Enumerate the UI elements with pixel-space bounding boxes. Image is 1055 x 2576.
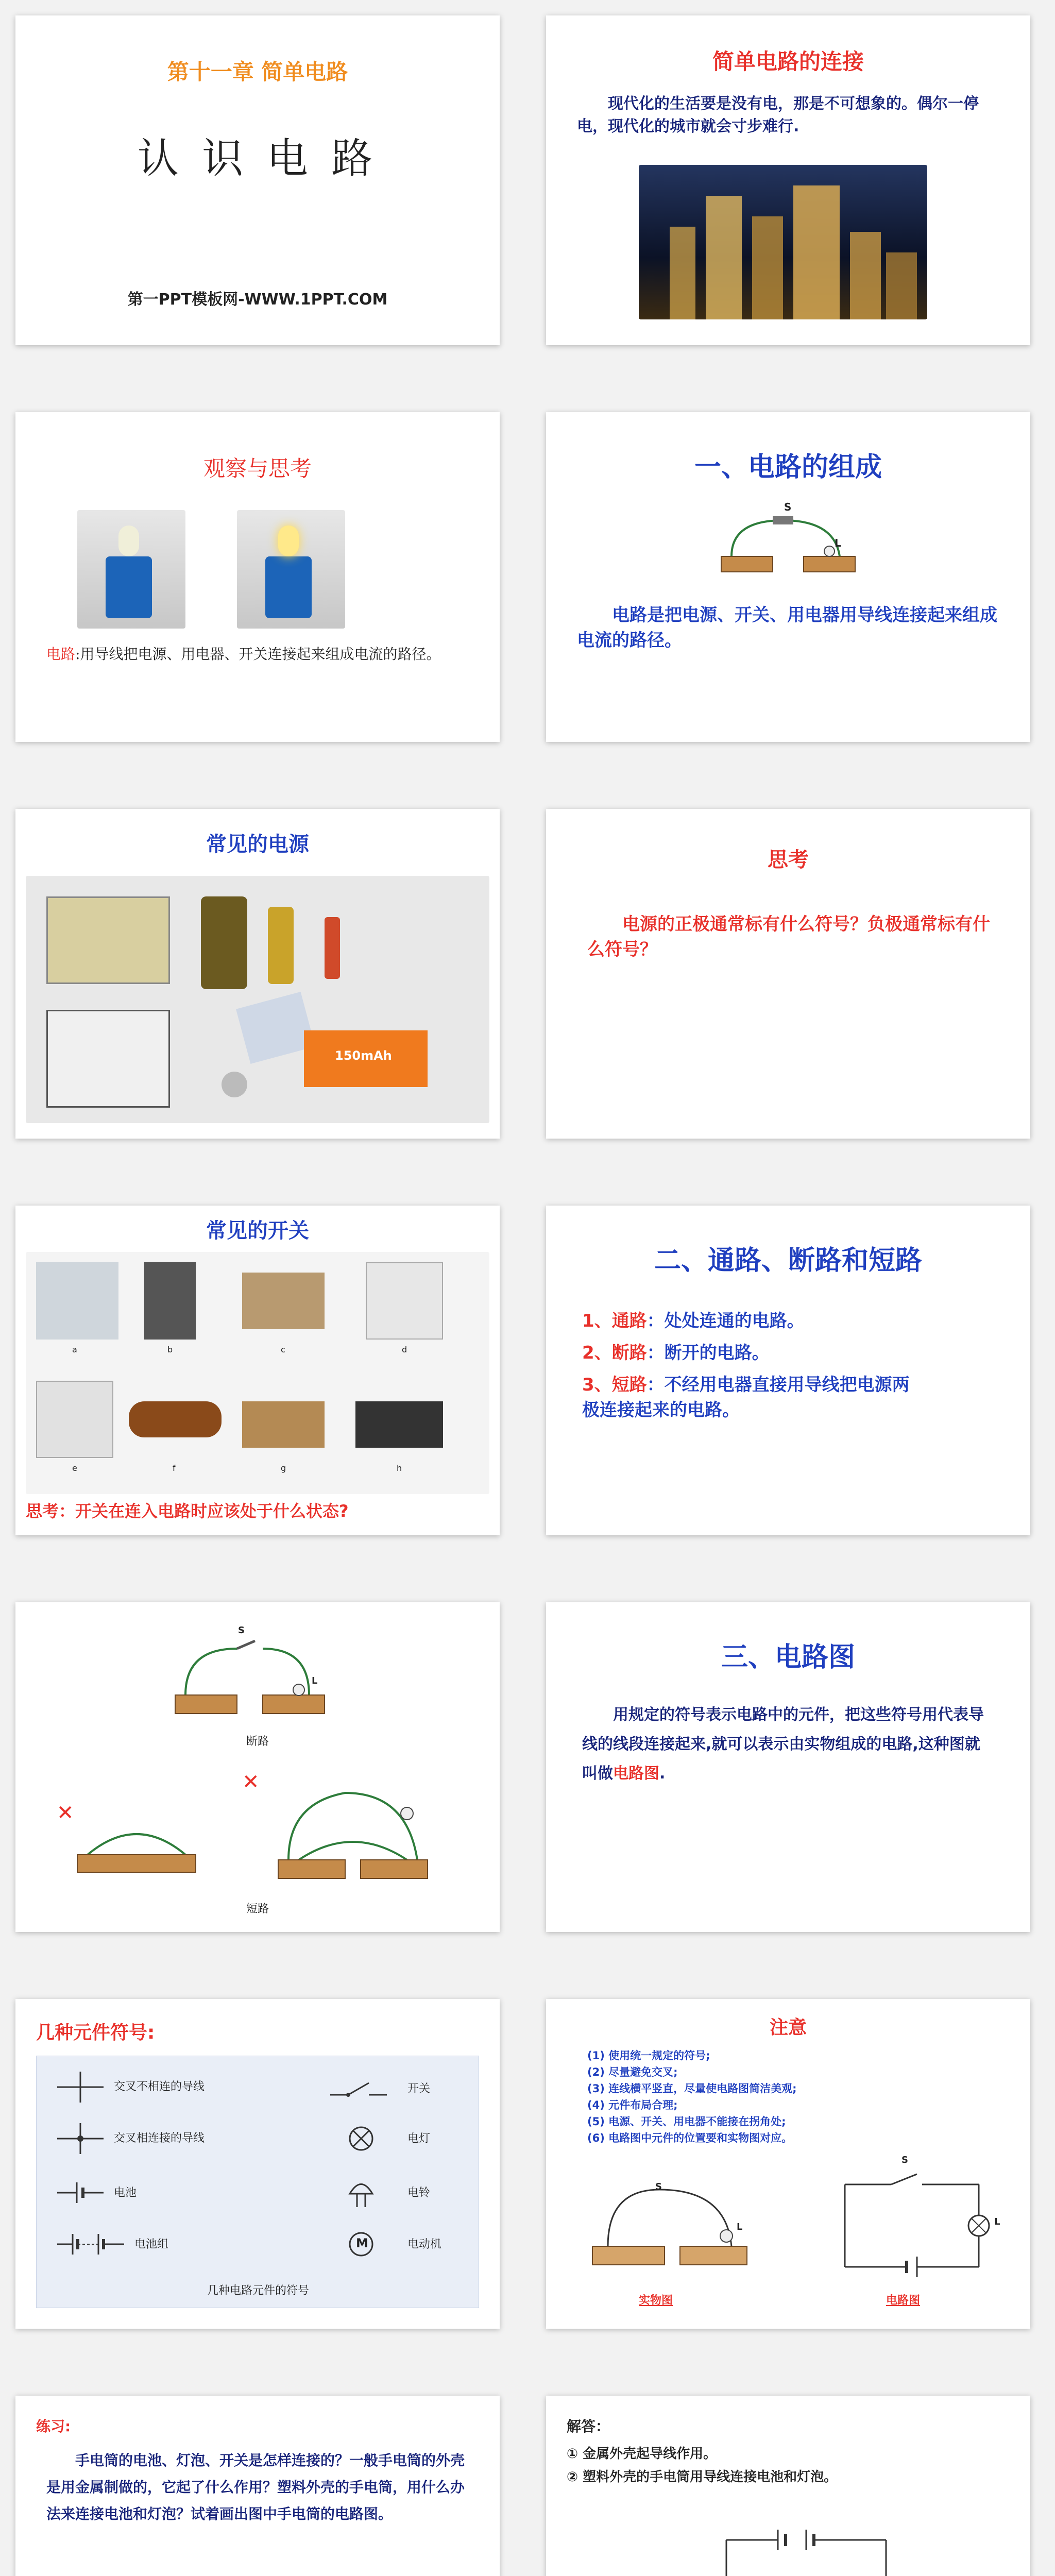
slide-2[interactable] (546, 15, 1030, 345)
note-6: (6) 电路图中元件的位置要和实物图对应。 (587, 2132, 793, 2144)
cross-unconnected-icon (57, 2072, 104, 2103)
slide-9[interactable] (15, 1602, 500, 1932)
slide-13[interactable] (15, 2396, 500, 2576)
slide-12[interactable] (546, 1999, 1030, 2329)
symbol-label-right-3: 电铃 (407, 2187, 431, 2199)
item-1-text: ：处处连通的电路。 (646, 1311, 805, 1331)
definition-body: :用导线把电源、用电器、开关连接起来组成电流的路径。 (75, 646, 441, 663)
symbol-label-right-2: 电灯 (407, 2132, 431, 2145)
symbol-label-left-2: 交叉相连接的导线 (114, 2132, 205, 2145)
item-3 (582, 1372, 922, 1423)
cross-mark-2: ✕ (242, 1770, 260, 1794)
short-circuit-caption: 短路 (246, 1903, 269, 1916)
slide-title: 几种元件符号: (36, 2022, 155, 2043)
city-night-image (639, 165, 927, 319)
slide-1[interactable] (15, 15, 500, 345)
slide-title: 简单电路的连接 (712, 49, 864, 74)
definition-text (46, 644, 458, 665)
schematic-caption: 电路图 (886, 2294, 921, 2307)
chapter-title: 第十一章 简单电路 (167, 59, 348, 84)
item-3-text: ：不经用电器直接用导线把电源两极连接起来的电路。 (582, 1375, 910, 1421)
symbol-label-left-1: 交叉不相连的导线 (114, 2080, 205, 2093)
body-text: 电路是把电源、开关、用电器用导线连接起来组成电流的路径。 (577, 605, 997, 651)
slide-title: 观察与思考 (203, 456, 312, 481)
lamp-icon (346, 2123, 377, 2154)
cross-mark-1: ✕ (57, 1801, 74, 1825)
note-5: (5) 电源、开关、用电器不能接在拐角处; (587, 2115, 786, 2128)
flashlight-schematic (716, 2524, 901, 2576)
item-3-num: 3、 (582, 1375, 612, 1395)
physical-switch-label: S (655, 2181, 662, 2192)
caption-c: c (281, 1345, 285, 1354)
short-circuit-diagram-1 (72, 1808, 201, 1880)
slide-title: 认 识 电 路 (137, 134, 378, 182)
slide-title: 常见的电源 (206, 833, 309, 856)
body-term: 电路图 (613, 1765, 659, 1783)
note-1: (1) 使用统一规定的符号; (587, 2049, 710, 2062)
cross-connected-icon (57, 2123, 104, 2154)
schematic-lamp-label: L (994, 2216, 1000, 2227)
lamp-label: L (835, 537, 841, 549)
question-text: 思考：开关在连入电路时应该处于什么状态? (26, 1501, 349, 1521)
answer-2: ② 塑料外壳的手电筒用导线连接电池和灯泡。 (567, 2469, 838, 2485)
body-end: . (659, 1765, 666, 1783)
battery-bulb-image-1 (77, 510, 185, 629)
physical-lamp-label: L (737, 2222, 743, 2232)
slide-title: 解答： (567, 2418, 610, 2435)
body-main: 用规定的符号表示电路中的元件，把这些符号用代表导线的线段连接起来,就可以表示由实物组成的电路,这种图就叫做 (582, 1706, 984, 1783)
caption-e: e (72, 1463, 77, 1473)
note-2: (2) 尽量避免交叉; (587, 2066, 678, 2078)
symbol-panel (36, 2056, 479, 2308)
slide-6[interactable] (546, 809, 1030, 1139)
slide-title: 练习: (36, 2418, 71, 2435)
schematic-diagram (835, 2169, 989, 2277)
slide-4[interactable] (546, 412, 1030, 742)
item-1-term: 通路 (611, 1311, 647, 1331)
body-text: 现代化的生活要是没有电，那是不可想象的。偶尔一停电，现代化的城市就会寸步难行. (577, 95, 979, 135)
answer-1: ① 金属外壳起导线作用。 (567, 2446, 717, 2462)
slide-10[interactable] (546, 1602, 1030, 1932)
short-circuit-diagram-2 (268, 1772, 438, 1891)
body-text (582, 1700, 994, 1788)
slide-5[interactable] (15, 809, 500, 1139)
battery-pack-icon (57, 2231, 124, 2257)
slide-title: 思考 (768, 848, 809, 872)
switch-label: S (784, 501, 792, 513)
battery-icon (57, 2180, 104, 2206)
slide-title: 一、电路的组成 (694, 452, 882, 483)
battery-bulb-image-2 (237, 510, 345, 629)
caption-h: h (397, 1463, 402, 1473)
slide-11[interactable] (15, 1999, 500, 2329)
footer-text: 第一PPT模板网-WWW.1PPT.COM (127, 291, 388, 309)
item-2-num: 2、 (582, 1343, 612, 1363)
lamp-label: L (312, 1675, 318, 1686)
note-3: (3) 连线横平竖直，尽量使电路图简洁美观; (587, 2082, 797, 2095)
body-text: 手电筒的电池、灯泡、开关是怎样连接的？一般手电筒的外壳是用金属制做的，它起了什么作用？塑料外壳的手电筒，用什么办法来连接电池和灯泡？试着画出图中手电筒的电路图。 (46, 2452, 465, 2522)
battery-pack-label: 150mAh (335, 1048, 392, 1063)
bell-icon (346, 2177, 377, 2208)
physical-caption: 实物图 (639, 2294, 673, 2307)
caption-d: d (402, 1345, 407, 1354)
switch-icon (330, 2077, 387, 2103)
open-circuit-diagram (160, 1628, 335, 1726)
item-1 (582, 1309, 994, 1334)
slide-title: 常见的开关 (206, 1219, 309, 1243)
slide-7[interactable] (15, 1206, 500, 1535)
slide-3[interactable] (15, 412, 500, 742)
slide-8[interactable] (546, 1206, 1030, 1535)
caption-g: g (281, 1463, 286, 1473)
symbol-label-right-4: 电动机 (407, 2238, 442, 2251)
symbol-label-left-4: 电池组 (134, 2238, 169, 2251)
physical-circuit-diagram (582, 2164, 757, 2277)
slide-14[interactable] (546, 2396, 1030, 2576)
slide-title: 三、电路图 (721, 1642, 855, 1673)
item-1-num: 1、 (582, 1311, 612, 1331)
symbol-panel-caption: 几种电路元件的符号 (207, 2284, 309, 2297)
item-2-text: ：断开的电路。 (646, 1343, 770, 1363)
symbol-label-left-3: 电池 (114, 2187, 137, 2199)
open-circuit-caption: 断路 (246, 1735, 269, 1748)
caption-a: a (72, 1345, 77, 1354)
power-sources-image (26, 876, 489, 1123)
switches-image (26, 1252, 489, 1494)
motor-symbol-letter: M (356, 2236, 368, 2250)
symbol-label-right-1: 开关 (407, 2082, 431, 2095)
schematic-switch-label: S (901, 2155, 908, 2165)
caption-f: f (173, 1463, 176, 1473)
definition-term: 电路 (46, 646, 76, 663)
note-4: (4) 元件布局合理; (587, 2099, 678, 2111)
body-text: 电源的正极通常标有什么符号？负极通常标有什么符号？ (587, 914, 990, 960)
switch-label: S (238, 1625, 245, 1636)
caption-b: b (167, 1345, 173, 1354)
item-2 (582, 1341, 994, 1366)
slide-title: 注意 (769, 2017, 807, 2038)
item-3-term: 短路 (611, 1375, 647, 1395)
item-2-term: 断路 (611, 1343, 647, 1363)
slide-title: 二、通路、断路和短路 (654, 1245, 922, 1276)
